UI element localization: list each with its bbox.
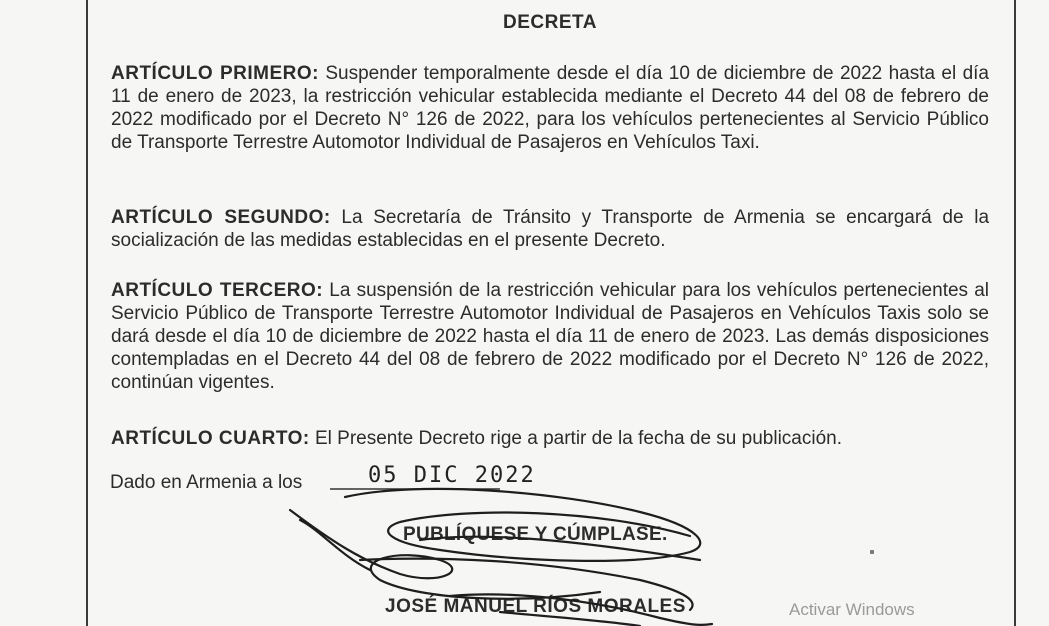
windows-activation-watermark: Activar Windows xyxy=(789,600,915,619)
ink-speck xyxy=(870,550,874,554)
signer-name: JOSÉ MANUEL RÍOS MORALES xyxy=(385,596,686,617)
article-tercero xyxy=(111,279,989,394)
publiquese-text: PUBLÍQUESE Y CÚMPLASE. xyxy=(403,524,668,545)
date-stamp: 05 DIC 2022 xyxy=(368,463,536,488)
article-text: Suspender temporalmente desde el día 10 de diciembre de 2022 hasta el día 11 de enero de 2023, la restricción vehicular establecida mediante el Decreto 44 del 08 de febrero de 2022 modificado por el Decreto N° 126 de 2022, para los vehículos pertenecientes al Servicio Público de Transporte Terrestre Automotor Individual de Pasajeros en Vehículos Taxi. xyxy=(111,63,989,153)
decree-heading: DECRETA xyxy=(503,12,597,33)
article-cuarto xyxy=(111,427,989,450)
article-label: ARTÍCULO TERCERO: xyxy=(111,280,324,301)
article-label: ARTÍCULO SEGUNDO: xyxy=(111,207,331,228)
article-text: El Presente Decreto rige a partir de la fecha de su publicación. xyxy=(314,428,842,449)
article-text: La suspensión de la restricción vehicular para los vehículos pertenecientes al Servicio Público de Transporte Terrestre Automotor Individual de Pasajeros en Vehículos Taxis solo se dará desde el día 10 de diciembre de 2022 hasta el día 11 de enero de 2023. Las demás disposiciones contempladas en el Decreto 44 del 08 de febrero de 2022 modificado por el Decreto N° 126 de 2022, continúan vigentes. xyxy=(111,280,990,393)
article-segundo xyxy=(111,206,989,252)
article-primero xyxy=(111,62,989,154)
article-label: ARTÍCULO PRIMERO: xyxy=(111,63,320,84)
article-label: ARTÍCULO CUARTO: xyxy=(111,428,310,449)
page-border-right xyxy=(1014,0,1016,626)
page-border-left xyxy=(86,0,88,626)
given-in-text: Dado en Armenia a los xyxy=(110,472,303,493)
article-text: La Secretaría de Tránsito y Transporte de Armenia se encargará de la socialización de las medidas establecidas en el presente Decreto. xyxy=(111,207,990,251)
